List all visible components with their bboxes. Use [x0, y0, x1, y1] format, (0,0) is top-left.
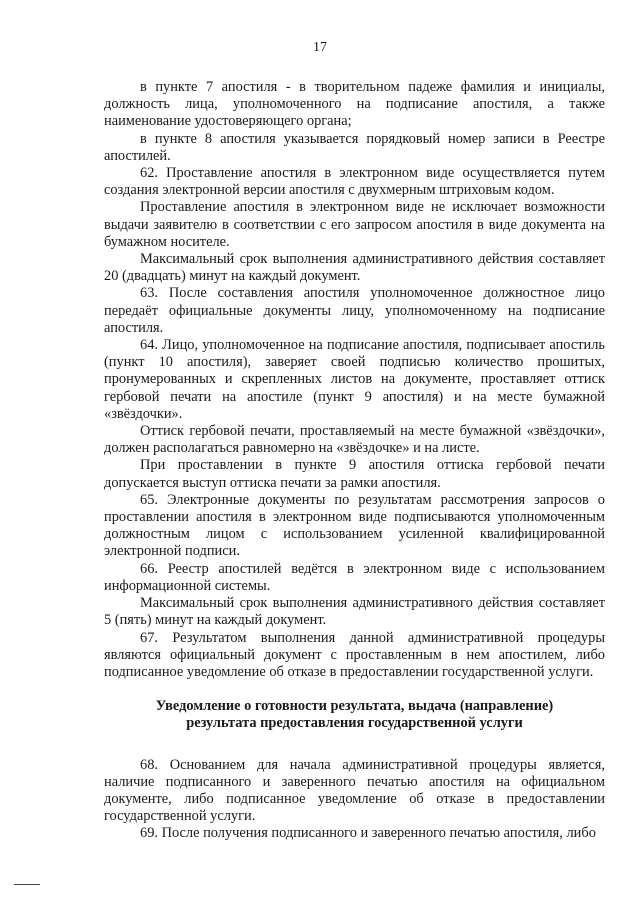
section-heading-line: Уведомление о готовности результата, выдача (направление) — [155, 698, 554, 715]
paragraph: 67. Результатом выполнения данной административной процедуры являются официальный документ с проставленным в нем апостилем, либо подписанное уведомление об отказе в предоставлении государственной услуги. — [104, 629, 605, 680]
paragraph: 65. Электронные документы по результатам рассмотрения запросов о проставлении апостиля в электронном виде подписываются уполномоченным должностным лицом с использованием усиленной квалифицированной электронной подписи. — [104, 491, 605, 560]
footer-divider — [14, 884, 40, 885]
paragraphs-bottom — [104, 757, 605, 843]
paragraph: При проставлении в пункте 9 апостиля оттиска гербовой печати допускается выступ оттиска печати за рамки апостиля. — [104, 457, 605, 491]
paragraph: Максимальный срок выполнения административного действия составляет 5 (пять) минут на каждый документ. — [104, 595, 605, 629]
paragraph: 69. После получения подписанного и заверенного печатью апостиля, либо — [140, 825, 596, 842]
paragraph: 63. После составления апостиля уполномоченное должностное лицо передаёт официальные документы лицу, уполномоченному на подписание апостиля. — [104, 285, 605, 336]
paragraph: 68. Основанием для начала административной процедуры является, наличие подписанного и заверенного печатью апостиля на официальном документе, либо подписанное уведомление об отказе в предоставлении государственной услуги. — [104, 756, 605, 825]
paragraph: 62. Проставление апостиля в электронном виде осуществляется путем создания электронной версии апостиля с двухмерным штриховым кодом. — [104, 165, 605, 199]
paragraph: Проставление апостиля в электронном виде не исключает возможности выдачи заявителю в соответствии с его запросом апостиля в виде документа на бумажном носителе. — [104, 199, 605, 250]
page-number: 17 — [313, 40, 327, 55]
paragraph: Оттиск гербовой печати, проставляемый на месте бумажной «звёздочки», должен располагаться равномерно на «звёздочке» и на листе. — [104, 423, 605, 457]
paragraph: в пункте 7 апостиля - в творительном падеже фамилия и инициалы, должность лица, уполномоченного на подписание апостиля, а также наименование удостоверяющего органа; — [104, 79, 605, 130]
paragraphs-top — [104, 79, 605, 681]
document-body — [104, 79, 605, 843]
paragraph: в пункте 8 апостиля указывается порядковый номер записи в Реестре апостилей. — [104, 130, 605, 164]
paragraph: Максимальный срок выполнения административного действия составляет 20 (двадцать) минут на каждый документ. — [104, 251, 605, 285]
paragraph: 66. Реестр апостилей ведётся в электронном виде с использованием информационной системы. — [104, 560, 605, 594]
section-heading-line: результата предоставления государственной услуги — [186, 715, 523, 732]
section-heading — [104, 698, 605, 732]
paragraph: 64. Лицо, уполномоченное на подписание апостиля, подписывает апостиль (пункт 10 апостиля), заверяет своей подписью количество прошитых, пронумерованных и скрепленных листов на документе, проставляет оттиск гербовой печати на апостиле (пункт 9 апостиля) и на месте бумажной «звёздочки». — [104, 337, 605, 422]
